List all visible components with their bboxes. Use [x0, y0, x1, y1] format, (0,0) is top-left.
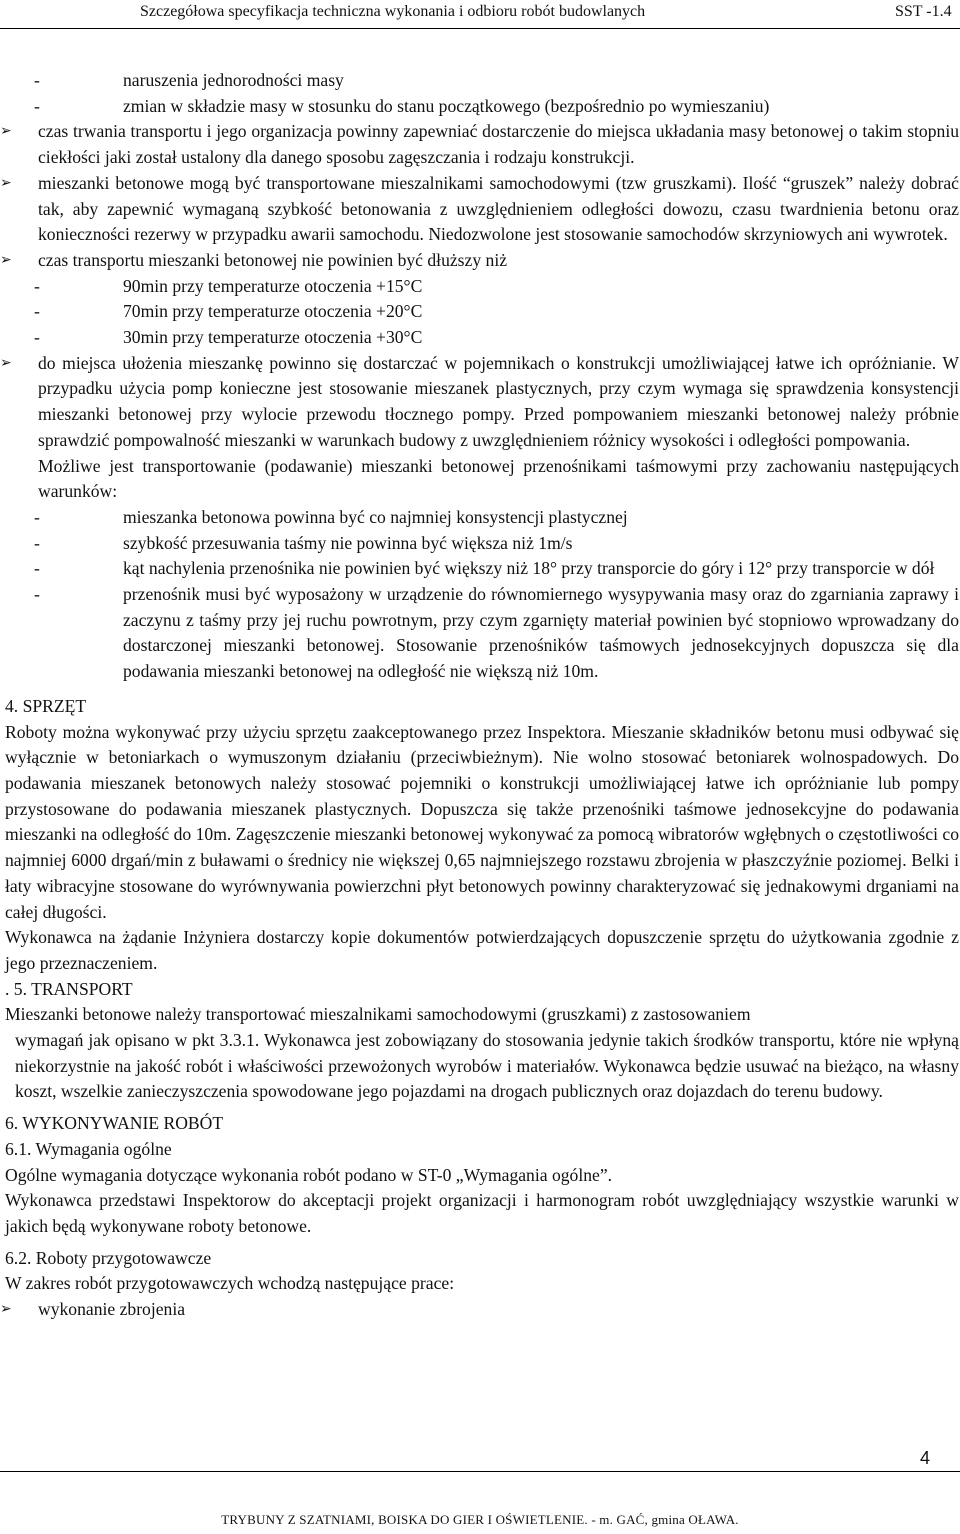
paragraph — [5, 1271, 959, 1297]
paragraph-text: 30min przy temperaturze otoczenia +30°C — [123, 327, 423, 348]
dash-marker: - — [34, 95, 40, 116]
paragraph-text: 70min przy temperaturze otoczenia +20°C — [123, 301, 423, 322]
paragraph-text: szybkość przesuwania taśmy nie powinna być większa niż 1m/s — [123, 532, 573, 553]
paragraph-text: Mieszanki betonowe należy transportować mieszalnikami samochodowymi (gruszkami) z zastosowaniem — [5, 1004, 751, 1025]
paragraph-text: Wykonawca przedstawi Inspektorow do akceptacji projekt organizacji i harmonogram robót uwzględniający wszystkie warunki w jakich będą wykonywane roboty betonowe. — [5, 1190, 959, 1236]
paragraph-text: W zakres robót przygotowawczych wchodzą następujące prace: — [5, 1273, 455, 1294]
bullet-item — [0, 1297, 959, 1323]
page-number: 4 — [920, 1448, 931, 1468]
dash-item — [5, 556, 959, 582]
paragraph-text: przenośnik musi być wyposażony w urządzenie do równomiernego wysypywania masy oraz do zgarniania zaprawy i zaczynu z taśmy przy jej ruchu powrotnym, przy czym zgarnięty materiał powinien być stopniowo wprowadzany do dostarczonej mieszanki betonowej. Stosowanie przenośników taśmowych jednosekcyjnych dopuszcza się dla podawania mieszanki betonowej na odległość nie większą niż 10m. — [123, 584, 959, 682]
dash-marker: - — [34, 558, 40, 579]
header-code: SST -1.4 — [895, 3, 952, 20]
paragraph-text: wykonanie zbrojenia — [38, 1299, 186, 1320]
paragraph-text: Wykonawca na żądanie Inżyniera dostarczy kopie dokumentów potwierdzających dopuszczenie sprzętu do użytkowania zgodnie z jego przeznaczeniem. — [5, 927, 959, 973]
paragraph — [5, 1163, 959, 1189]
dash-item — [5, 94, 959, 120]
dash-item — [5, 325, 959, 351]
paragraph — [5, 1137, 959, 1163]
dash-marker: - — [34, 506, 40, 527]
page-footer: TRYBUNY Z SZATNIAMI, BOISKA DO GIER I OŚWIETLENIE. - m. GAĆ, gmina OŁAWA. — [221, 1512, 739, 1527]
paragraph-text: czas trwania transportu i jego organizacja powinny zapewniać dostarczenie do miejsca układania masy betonowej o takim stopniu ciekłości jaki został ustalony dla danego sposobu zagęszczania i rodzaju konstrukcji. — [38, 121, 959, 168]
paragraph-text: mieszanka betonowa powinna być co najmniej konsystencji plastycznej — [123, 506, 628, 527]
paragraph — [5, 925, 959, 976]
paragraph-text: 6.2. Roboty przygotowawcze — [5, 1247, 212, 1268]
paragraph-text: Możliwe jest transportowanie (podawanie) mieszanki betonowej przenośnikami taśmowymi przy zachowaniu następujących warunków: — [38, 455, 959, 502]
dash-marker: - — [34, 584, 40, 605]
arrow-bullet-icon: ➢ — [0, 354, 12, 371]
arrow-bullet-icon: ➢ — [0, 174, 12, 191]
paragraph-text: czas transportu mieszanki betonowej nie powinien być dłuższy niż — [38, 249, 508, 270]
document-body — [0, 68, 959, 1323]
paragraph-text: wymagań jak opisano w pkt 3.3.1. Wykonawca jest zobowiązany do stosowania jedynie takich środków transportu, które nie wpłyną niekorzystnie na jakość robót i właściwości przewożonych wyrobów i materiałów. Wykonawca będzie usuwać na bieżąco, na własny koszt, wszelkie zanieczyszczenia spowodowane jego pojazdami na drogach publicznych oraz dojazdach do terenu budowy. — [15, 1030, 959, 1102]
page-header — [0, 0, 960, 30]
paragraph — [5, 454, 959, 505]
dash-item — [5, 68, 959, 94]
paragraph-text: kąt nachylenia przenośnika nie powinien być większy niż 18° przy transporcie do góry i 12° przy transporcie w dół — [123, 558, 935, 579]
spacer — [5, 685, 959, 694]
paragraph-text: do miejsca ułożenia mieszankę powinno się dostarczać w pojemnikach o konstrukcji umożliwiającej łatwe ich opróżnianie. W przypadku użycia pomp konieczne jest stosowanie mieszanek plastycznych, przy czym wymaga się sprawdzenia konsystencji mieszanki betonowej przy wylocie przewodu tłocznego pompy. Przed pompowaniem mieszanki betonowej należy próbnie sprawdzić pompowalność mieszanki w warunkach budowy z uwzględnieniem różnicy wysokości i odległości pompowania. — [38, 352, 959, 450]
arrow-bullet-icon: ➢ — [0, 123, 12, 140]
dash-item — [5, 531, 959, 557]
paragraph-text: 6. WYKONYWANIE ROBÓT — [5, 1113, 224, 1134]
arrow-bullet-icon: ➢ — [0, 1301, 12, 1318]
bullet-item — [0, 171, 959, 248]
dash-marker: - — [34, 301, 40, 322]
dash-item — [5, 274, 959, 300]
dash-item — [5, 505, 959, 531]
paragraph — [5, 1246, 959, 1272]
paragraph-text: . 5. TRANSPORT — [5, 978, 133, 999]
paragraph — [5, 1188, 959, 1239]
bullet-item — [0, 119, 959, 170]
paragraph-text: 90min przy temperaturze otoczenia +15°C — [123, 275, 423, 296]
paragraph — [5, 1002, 959, 1028]
paragraph-text: 4. SPRZĘT — [5, 695, 87, 716]
header-title: Szczegółowa specyfikacja techniczna wykonania i odbioru robót budowlanych — [140, 3, 646, 20]
arrow-bullet-icon: ➢ — [0, 251, 12, 268]
paragraph — [5, 1028, 959, 1105]
paragraph — [5, 977, 959, 1003]
dash-marker: - — [34, 327, 40, 348]
header-rule — [0, 28, 960, 29]
bullet-item — [0, 248, 959, 274]
paragraph-text: zmian w składzie masy w stosunku do stanu początkowego (bezpośrednio po wymieszaniu) — [123, 95, 770, 116]
paragraph — [5, 694, 959, 720]
paragraph — [5, 1111, 959, 1137]
dash-item — [5, 299, 959, 325]
paragraph-text: Ogólne wymagania dotyczące wykonania robót podano w ST-0 „Wymagania ogólne”. — [5, 1164, 613, 1185]
dash-marker: - — [34, 532, 40, 553]
paragraph-text: mieszanki betonowe mogą być transportowane mieszalnikami samochodowymi (tzw gruszkami). Ilość “gruszek” należy dobrać tak, aby zapewnić wymaganą szybkość betonowania z uwzględnieniem odległości dowozu, czasu twardnienia betonu oraz konieczności rezerwy w przypadku awarii samochodu. Niedozwolone jest stosowanie samochodów skrzyniowych ani wywrotek. — [38, 172, 959, 245]
paragraph-text: naruszenia jednorodności masy — [123, 70, 344, 90]
paragraph-text: 6.1. Wymagania ogólne — [5, 1138, 172, 1159]
paragraph — [5, 720, 959, 926]
footer-rule — [0, 1471, 960, 1472]
paragraph-text: Roboty można wykonywać przy użyciu sprzętu zaakceptowanego przez Inspektora. Mieszanie składników betonu musi odbywać się wyłącznie w betoniarkach o wymuszonym działaniu (przeciwbieżnym). Nie wolno stosować betoniarek wolnospadowych. Do podawania mieszanek betonowych należy stosować pojemniki o konstrukcji umożliwiającej łatwe ich opróżnianie lub pompy przystosowane do podawania mieszanek plastycznych. Dopuszcza się także przenośniki taśmowe jednosekcyjne do podawania mieszanki na odległość do 10m. Zagęszczenie mieszanki betonowej wykonywać za pomocą wibratorów wgłębnych o częstotliwości co najmniej 6000 drgań/min z buławami o średnicy nie większej 0,65 najmniejszego rozstawu zbrojenia w płaszczyźnie poziomej. Belki i łaty wibracyjne stosowane do wyrównywania powierzchni płyt betonowych powinny charakteryzować się jednakowymi drganiami na całej długości. — [5, 721, 959, 922]
dash-marker: - — [34, 275, 40, 296]
dash-item — [5, 582, 959, 685]
dash-marker: - — [34, 70, 40, 90]
bullet-item — [0, 351, 959, 454]
